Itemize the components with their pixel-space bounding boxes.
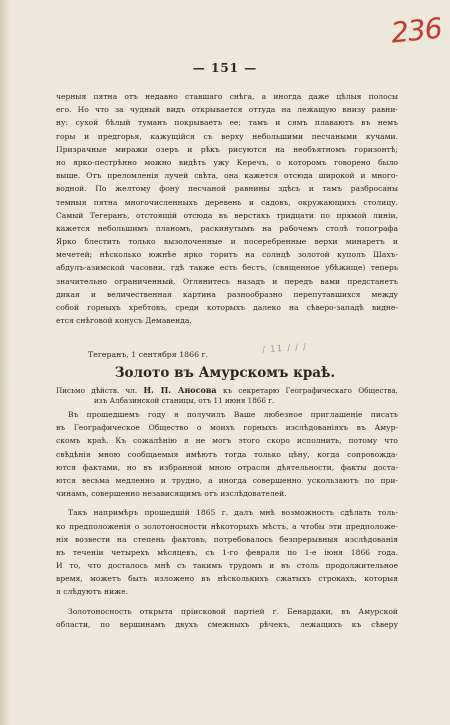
handwritten-page-number: 236	[389, 11, 444, 50]
text-line: черныя пятна отъ недавно ставшаго снѣга, а иногда даже цѣлыя полосы	[56, 92, 398, 101]
text-line: И то, что досталось мнѣ съ такимъ трудомъ и въ столь продолжительное	[56, 561, 398, 571]
text-line: но ярко-пестрѣнно можно видѣть ужу Керечъ, о которомъ говорено было	[56, 157, 398, 167]
text-line: Самый Тегеранъ, отстоящій отсюда въ верстахъ тридцати по прямой линіи,	[56, 210, 398, 220]
article-title: Золото въ Амурскомъ краѣ.	[114, 365, 336, 381]
text-line: чинамъ, совершенно независящимъ отъ изслѣдователей.	[56, 489, 287, 499]
text-line: кажется небольшимъ планомъ, раскинутымъ на рабочемъ столѣ топографа	[56, 223, 398, 233]
letter-origin: изъ Албазинской станицы, отъ 11 июня 1866 г.	[94, 395, 275, 405]
text-line: выше. Отъ преломленія лучей свѣта, она кажется отсюда широкой и много-	[56, 171, 398, 181]
letter-recipient: къ секретарю Географическаго Общества,	[222, 386, 398, 395]
text-line: абдулъ-азимской часовни, гдѣ также есть бестъ, (священное убѣжище) теперь	[56, 263, 398, 273]
article-body	[56, 408, 398, 631]
text-line: мечетей; нѣсколько южнѣе ярко горитъ на солнцѣ золотой куполъ Шахъ-	[56, 250, 398, 260]
text-line: ко предположенія о золотоносности нѣкоторыхъ мѣстъ, а чтобы эти предположе-	[56, 521, 398, 531]
text-line: собой горныхъ хребтовъ, среди которыхъ далеко на сѣверо-западѣ видне-	[56, 303, 398, 312]
text-line: ну: сухой бѣлый туманъ покрываетъ ее; тамъ и сямъ плаваютъ въ немъ	[56, 118, 398, 128]
text-line: Ярко блестить только вызолоченные и посеребренные верхи минаретъ и	[56, 237, 398, 247]
text-line: въ Географическое Общество о моихъ горныхъ изслѣдованіяхъ въ Амур-	[56, 423, 398, 433]
text-line: нія возвести на степень фактовъ, потребовалось безпрерывныя изслѣдованія	[56, 534, 398, 544]
page-edge-shadow	[0, 0, 10, 725]
text-line: значительно ограниченный. Оглянитесь назадъ и передъ вами предстанетъ	[56, 276, 398, 286]
text-line: ется снѣговой конусъ Демавенда.	[56, 316, 192, 326]
page-number: — 151 —	[192, 61, 258, 75]
text-line: Такъ напримѣръ прошедшій 1865 г. далъ мнѣ возможность сдѣлать толь-	[68, 508, 398, 518]
text-line: свѣдѣнія мною сообщаемыя имѣютъ тогда только цѣну, когда сопровожда-	[56, 449, 398, 459]
text-line: ются весьма медленно и трудно, а иногда совершенно ускользаютъ по при-	[56, 475, 398, 485]
text-line: горы и предгорья, кажущійся съ верху небольшими песчаными кучами.	[56, 131, 398, 141]
date-line: Тегеранъ, 1 сентября 1866 г.	[88, 350, 209, 359]
text-line: дикая и величественная картина разнообразно перепутавшихся между	[56, 289, 398, 299]
paragraph-continued	[56, 90, 398, 327]
text-line: области, по вершинамъ двухъ смежныхъ рѣчекъ, лежащихъ къ сѣверу	[56, 619, 398, 629]
letter-attribution	[56, 385, 398, 406]
text-line: ются фактами, но въ избранной мною отрасли дѣятельности, факты доста-	[56, 462, 398, 472]
text-line: Золотоносность открыта пріисковой партіей г. Бенардаки, въ Амурской	[68, 606, 398, 616]
text-line: Призрачные миражи озеръ и рѣкъ рисуются на необъятномъ горизонтѣ;	[56, 144, 398, 154]
letter-author: Н. П. Аносова	[143, 385, 217, 395]
text-line: темныя пятна многочисленныхъ деревень и садовъ, окружающихъ столицу.	[56, 197, 398, 207]
letter-prefix: Письмо дѣйств. чл.	[56, 386, 138, 395]
text-line: его. Но что за чудный видъ открывается оттуда на лежащую внизу равни-	[56, 105, 398, 115]
text-line: Въ прошедшемъ году я получилъ Ваше любезное приглашеніе писать	[68, 410, 398, 419]
text-line: я слѣдуютъ ниже.	[56, 587, 129, 597]
text-line: водной. По желтому фону песчаной равнины здѣсь и тамъ разбросаны	[56, 184, 398, 194]
text-line: время, можетъ быть изложено въ нѣсколькихъ сжатыхъ строкахъ, которыя	[56, 574, 398, 584]
pencil-annotation: / 11 / / /	[261, 342, 308, 356]
text-line: скомъ краѣ. Къ сожалѣнію я не могъ этого скоро исполнить, потому что	[56, 436, 398, 446]
text-line: въ теченіи четырехъ мѣсяцевъ, съ 1-го февраля по 1-е іюня 1866 года.	[56, 547, 398, 557]
